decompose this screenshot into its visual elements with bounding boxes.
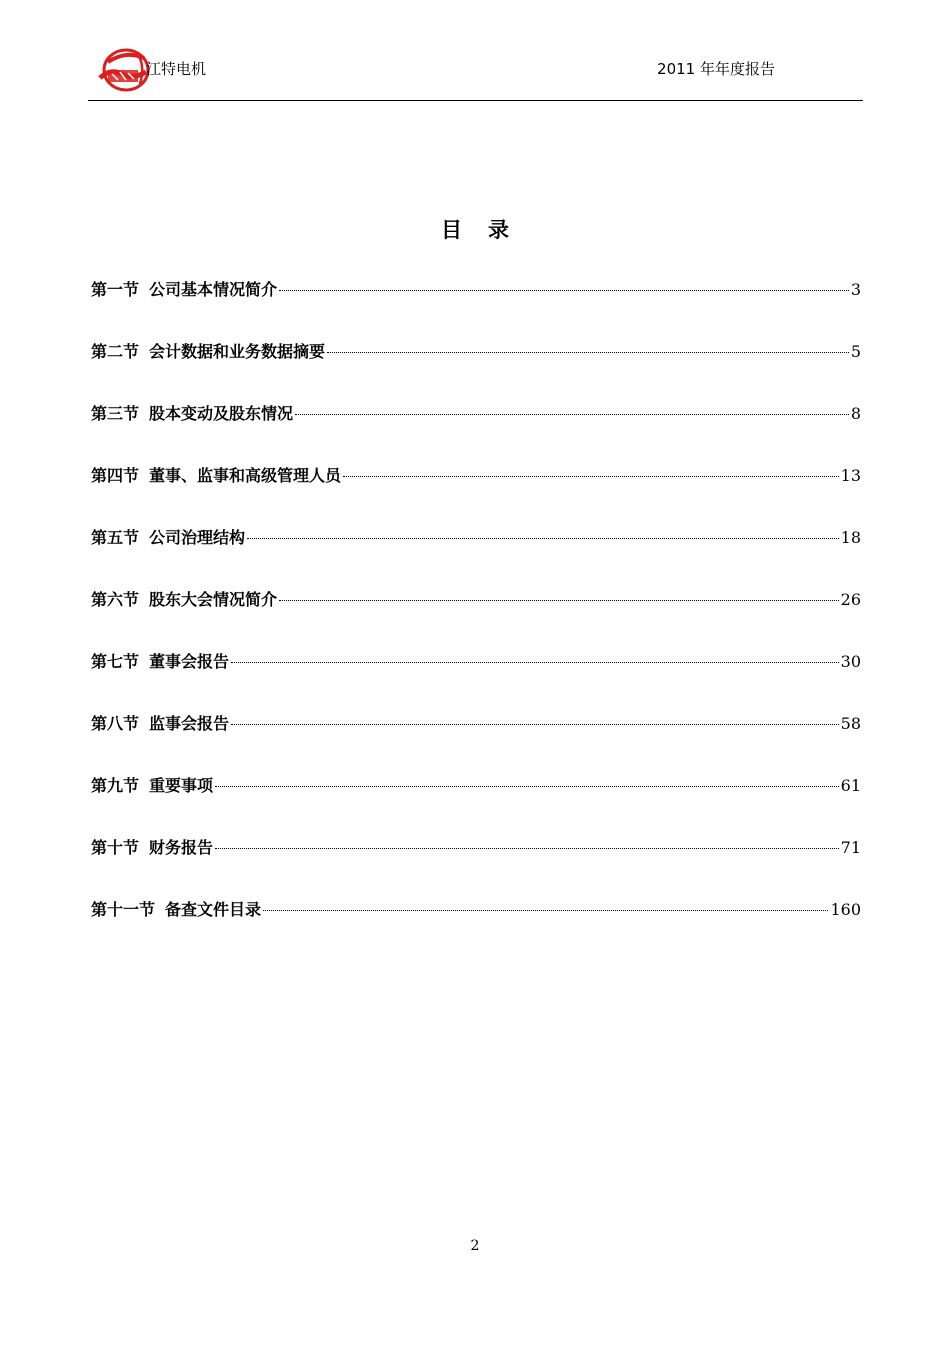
jiangte-seal-logo bbox=[96, 44, 152, 94]
toc-page-number: 26 bbox=[840, 590, 861, 609]
toc-page-number: 8 bbox=[850, 404, 861, 423]
toc-section-title: 公司治理结构 bbox=[149, 528, 246, 547]
toc-page-number: 160 bbox=[830, 900, 861, 919]
toc-section-title: 董事会报告 bbox=[149, 652, 230, 671]
toc-dot-leader bbox=[263, 910, 828, 911]
toc-page-number: 18 bbox=[840, 528, 861, 547]
toc-dot-leader bbox=[215, 848, 839, 849]
page-header bbox=[88, 42, 863, 102]
toc-entry[interactable] bbox=[91, 773, 861, 835]
toc-entry[interactable] bbox=[91, 463, 861, 525]
toc-dot-leader bbox=[247, 538, 839, 539]
toc-page-number: 61 bbox=[840, 776, 861, 795]
toc-dot-leader bbox=[231, 662, 839, 663]
toc-section-title: 备查文件目录 bbox=[165, 900, 262, 919]
toc-section-number: 第二节 bbox=[91, 342, 140, 361]
toc-section-number: 第十一节 bbox=[91, 900, 156, 919]
toc-section-title: 股东大会情况简介 bbox=[149, 590, 278, 609]
toc-entry[interactable] bbox=[91, 525, 861, 587]
company-name: 江特电机 bbox=[146, 60, 207, 78]
header-divider bbox=[88, 100, 863, 101]
toc-section-number: 第四节 bbox=[91, 466, 140, 485]
toc-section-title: 股本变动及股东情况 bbox=[149, 404, 294, 423]
report-label: 2011 年年度报告 bbox=[657, 60, 775, 78]
toc-section-number: 第一节 bbox=[91, 280, 140, 299]
toc-section-number: 第七节 bbox=[91, 652, 140, 671]
toc-section-title: 公司基本情况简介 bbox=[149, 280, 278, 299]
toc-section-title: 监事会报告 bbox=[149, 714, 230, 733]
toc-entry[interactable] bbox=[91, 277, 861, 339]
toc-section-title: 董事、监事和高级管理人员 bbox=[149, 466, 342, 485]
toc-dot-leader bbox=[295, 414, 849, 415]
table-of-contents bbox=[91, 277, 861, 959]
toc-entry[interactable] bbox=[91, 339, 861, 401]
toc-section-number: 第三节 bbox=[91, 404, 140, 423]
toc-dot-leader bbox=[231, 724, 839, 725]
toc-dot-leader bbox=[215, 786, 839, 787]
toc-page-number: 3 bbox=[850, 280, 861, 299]
toc-page-number: 13 bbox=[840, 466, 861, 485]
toc-section-title: 财务报告 bbox=[149, 838, 214, 857]
toc-entry[interactable] bbox=[91, 711, 861, 773]
toc-section-title: 会计数据和业务数据摘要 bbox=[149, 342, 326, 361]
toc-page-number: 71 bbox=[840, 838, 861, 857]
toc-entry[interactable] bbox=[91, 835, 861, 897]
toc-section-number: 第五节 bbox=[91, 528, 140, 547]
toc-page-number: 58 bbox=[840, 714, 861, 733]
toc-dot-leader bbox=[343, 476, 839, 477]
toc-entry[interactable] bbox=[91, 401, 861, 463]
toc-page-number: 30 bbox=[840, 652, 861, 671]
toc-section-number: 第六节 bbox=[91, 590, 140, 609]
toc-section-number: 第十节 bbox=[91, 838, 140, 857]
toc-section-number: 第八节 bbox=[91, 714, 140, 733]
toc-entry[interactable] bbox=[91, 649, 861, 711]
toc-title: 目录 bbox=[441, 218, 535, 242]
toc-section-title: 重要事项 bbox=[149, 776, 214, 795]
toc-dot-leader bbox=[279, 290, 849, 291]
toc-dot-leader bbox=[327, 352, 849, 353]
toc-page-number: 5 bbox=[850, 342, 861, 361]
toc-entry[interactable] bbox=[91, 897, 861, 959]
toc-entry[interactable] bbox=[91, 587, 861, 649]
toc-section-number: 第九节 bbox=[91, 776, 140, 795]
page-number: 2 bbox=[470, 1238, 480, 1254]
toc-dot-leader bbox=[279, 600, 839, 601]
